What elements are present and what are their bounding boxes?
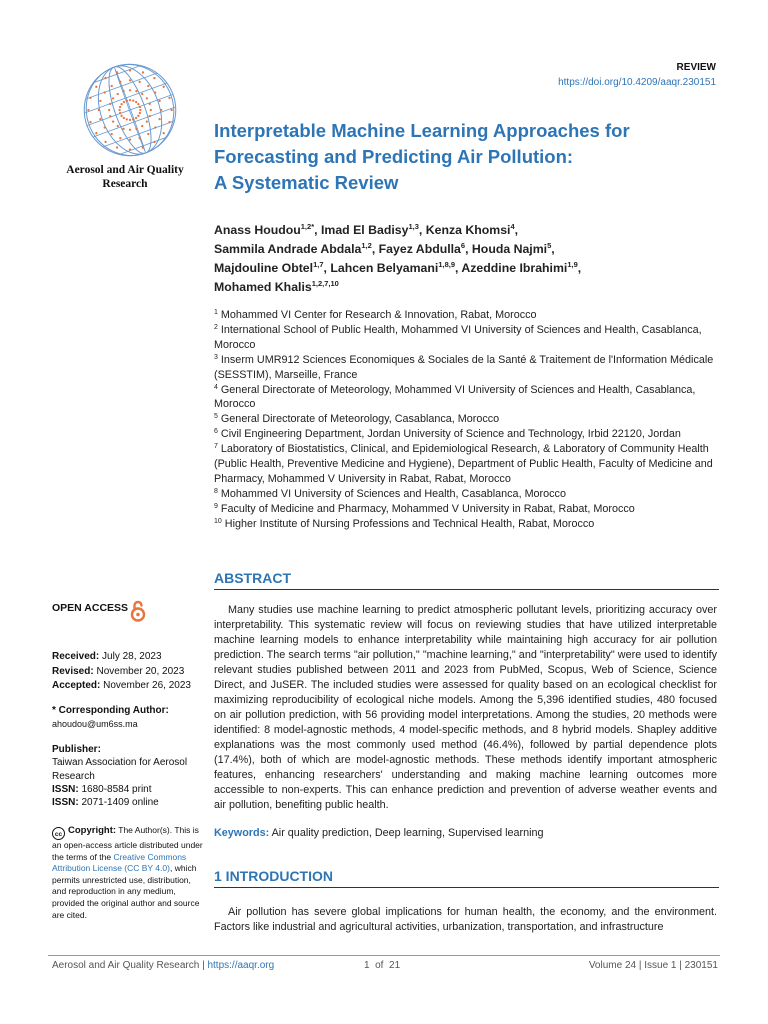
affiliation-number: 5 <box>214 413 218 421</box>
issn-print-label: ISSN: <box>52 783 79 795</box>
affiliation-number: 6 <box>214 428 218 436</box>
issn-online <box>52 796 212 809</box>
author-affil-sup: 1,3 <box>408 222 419 231</box>
article-title <box>214 118 724 196</box>
publisher-name: Taiwan Association for Aerosol Research <box>52 757 188 782</box>
publisher-label: Publisher: <box>52 744 101 755</box>
affiliation <box>214 353 724 383</box>
affiliation-text: Civil Engineering Department, Jordan University of Science and Technology, Irbid 22120, Jordan <box>220 428 681 441</box>
footer-divider <box>48 955 720 956</box>
title-line: Interpretable Machine Learning Approaches for <box>214 120 630 141</box>
author-name: Azeddine Ibrahimi <box>461 261 568 275</box>
author-line: Sammila Andrade Abdala$^{1,2}$, Fayez Abdulla$^6$, Houda Najmi$^5$, <box>214 241 555 256</box>
affiliation-text: Laboratory of Biostatistics, Clinical, and Epidemiological Research, & Laboratory of Community Health (Public Health, Preventive Medicine and Hygiene), Department of Public Health, Faculty of Medicine and Pharmacy, Mohammed V University in Rabat, Rabat, Morocco <box>214 443 713 485</box>
issn-online-label: ISSN: <box>52 797 79 809</box>
affiliation <box>214 517 724 532</box>
author-affil-sup: 5 <box>547 241 552 250</box>
received-value: July 28, 2023 <box>102 651 162 662</box>
affiliation <box>214 427 724 442</box>
author-affil-sup: 1,2* <box>300 222 315 231</box>
introduction-heading: 1 INTRODUCTION <box>214 868 333 884</box>
affiliation <box>214 323 724 353</box>
affiliation-number: 1 <box>214 309 218 316</box>
received-label: Received: <box>52 651 100 662</box>
affiliation-text: Faculty of Medicine and Pharmacy, Mohammed V University in Rabat, Rabat, Morocco <box>220 502 635 515</box>
accepted-date <box>52 679 191 694</box>
title-line: A Systematic Review <box>214 172 399 193</box>
issn-print <box>52 783 212 796</box>
affiliation-text: Higher Institute of Nursing Professions and Technical Health, Rabat, Morocco <box>224 517 595 530</box>
copyright-owner: The Author(s). <box>118 825 173 835</box>
corresponding-email[interactable]: ahoudou@um6ss.ma <box>52 718 138 729</box>
page-number <box>364 960 400 971</box>
affiliation-list <box>214 308 724 532</box>
abstract-divider <box>214 589 719 590</box>
footer-journal <box>52 960 274 971</box>
author-name: Kenza Khomsi <box>425 223 511 237</box>
keywords-text: Air quality prediction, Deep learning, Supervised learning <box>271 827 544 839</box>
affiliation-text: General Directorate of Meteorology, Mohammed VI University of Sciences and Health, Casablanca, Morocco <box>214 383 696 411</box>
affiliation <box>214 442 724 487</box>
creative-commons-icon: cc <box>52 827 65 840</box>
author-name: Anass Houdou <box>214 223 301 237</box>
journal-name: Aerosol and Air Quality Research <box>66 164 184 190</box>
author-affil-sup: 1,2,7,10 <box>311 279 339 288</box>
abstract-heading: ABSTRACT <box>214 570 291 586</box>
affiliation-number: 3 <box>214 353 218 361</box>
accepted-value: November 26, 2023 <box>103 680 191 691</box>
author-affil-sup: 1,2 <box>361 241 372 250</box>
accepted-label: Accepted: <box>52 680 101 691</box>
corresponding-label: * Corresponding Author: <box>52 705 169 716</box>
author-affil-sup: 1,8,9 <box>438 260 456 269</box>
introduction-text: Air pollution has severe global implications for human health, the economy, and the environment. Factors like industrial and agricultural activities, urbanization, transportation, and infrastructure <box>214 906 717 933</box>
author-list <box>214 221 724 297</box>
title-line: Forecasting and Predicting Air Pollution: <box>214 146 574 167</box>
footer-separator: | <box>202 960 205 971</box>
abstract-text: Many studies use machine learning to predict atmospheric pollutant levels, prioritizing accuracy over interpretability. This systematic review will focus on reviewing studies that have utilized interpretable machine learning models to enhance interpretability while maintaining high accuracy for air pollution prediction. The search terms "air pollution," "machine learning," and "interpretability" were used to identify relevant studies published between 2011 and 2023 from PubMed, Scopus, Web of Science, Science Direct, and JuSER. The included studies were assessed for quality based on an ecological checklist for maximizing reproducibility of ecological niche models. Among the 5,396 identified studies, 480 focused on air pollution prediction, with 56 providing model interpretations. Among the studies, 20 methods were identified: 8 model-agnostic methods, 4 model-specific methods, and 8 hybrid models. Shapley additive explanations was the most commonly used method (46.4%), followed by partial dependence plots (17.4%), both of which are model-agnostic methods. These methods identify important atmospheric features, enhancing researchers' understanding and making machine learning outcomes more accessible to non-experts. This can enhance prediction and prevention of adverse weather events and air pollution, benefiting public health. <box>214 604 717 811</box>
revised-value: November 20, 2023 <box>96 665 185 677</box>
article-dates <box>52 650 191 694</box>
copyright-notice <box>52 825 204 921</box>
globe-dots-icon <box>78 58 182 162</box>
author-name: Lahcen Belyamani <box>330 261 439 275</box>
affiliation-number: 4 <box>214 383 218 391</box>
affiliation-number: 9 <box>214 502 218 510</box>
corresponding-author <box>52 704 169 731</box>
publisher-info <box>52 743 212 809</box>
author-line: Anass Houdou$^{1,2*}$, Imad El Badisy$^{1,3}$, Kenza Khomsi$^4$, <box>214 222 519 237</box>
issn-print-value: 1680-8584 print <box>81 783 152 795</box>
author-name: Mohamed Khalis <box>214 280 312 294</box>
affiliation-text: Inserm UMR912 Sciences Economiques & Sociales de la Santé & Traitement de l'Information Médicale (SESSTIM), Marseille, France <box>214 353 714 381</box>
footer-journal-name: Aerosol and Air Quality Research <box>52 960 200 971</box>
affiliation-number: 10 <box>214 517 222 525</box>
affiliation <box>214 383 724 413</box>
affiliation-number: 2 <box>214 323 218 331</box>
affiliation <box>214 502 724 517</box>
copyright-label: Copyright: <box>68 825 117 836</box>
footer-url-link[interactable]: https://aaqr.org <box>207 960 275 971</box>
introduction-divider <box>214 887 719 888</box>
author-affil-sup: 1,9 <box>567 260 578 269</box>
author-name: Imad El Badisy <box>320 223 409 237</box>
author-name: Sammila Andrade Abdala <box>214 242 362 256</box>
affiliation-text: International School of Public Health, Mohammed VI University of Sciences and Health, Casablanca, Morocco <box>214 323 702 351</box>
author-affil-sup: 4 <box>510 222 515 231</box>
footer-volume: Volume 24 | Issue 1 | 230151 <box>588 960 718 971</box>
article-type: REVIEW <box>676 62 716 73</box>
author-affil-sup: 1,7 <box>313 260 324 269</box>
issn-online-value: 2071-1409 online <box>81 797 159 809</box>
affiliation <box>214 487 724 502</box>
open-lock-icon <box>130 599 146 623</box>
keywords-label: Keywords: <box>214 827 270 839</box>
author-line <box>214 278 724 297</box>
cc-license-link[interactable]: Creative Commons Attribution License (CC BY 4.0) <box>52 851 187 874</box>
page-of: of <box>375 960 384 971</box>
affiliation <box>214 412 724 427</box>
received-date <box>52 650 191 665</box>
affiliation-text: Mohammed VI Center for Research & Innovation, Rabat, Morocco <box>220 309 537 321</box>
total-pages: 21 <box>389 960 401 971</box>
revised-label: Revised: <box>52 665 94 677</box>
current-page: 1 <box>364 960 370 971</box>
author-name: Fayez Abdulla <box>378 242 461 256</box>
affiliation-text: Mohammed VI University of Sciences and Health, Casablanca, Morocco <box>220 487 566 500</box>
affiliation <box>214 308 724 323</box>
keywords <box>214 827 717 839</box>
copyright-text-end: , which permits unrestricted use, distribution, and reproduction in any medium, provided the original author and source are cited. <box>52 863 200 920</box>
copyright-text: This is an open-access article distributed under the terms of the <box>52 825 203 862</box>
doi-link[interactable]: https://doi.org/10.4209/aaqr.230151 <box>558 77 716 88</box>
author-affil-sup: 6 <box>460 241 466 250</box>
author-line: Majdouline Obtel$^{1,7}$, Lahcen Belyamani$^{1,8,9}$, Azeddine Ibrahimi$^{1,9}$, <box>214 260 582 275</box>
author-name: Houda Najmi <box>471 242 548 256</box>
affiliation-number: 8 <box>214 487 218 495</box>
author-name: Majdouline Obtel <box>214 261 314 275</box>
revised-date <box>52 665 191 680</box>
open-access-label: OPEN ACCESS <box>52 602 129 614</box>
affiliation-number: 7 <box>214 443 218 451</box>
affiliation-text: General Directorate of Meteorology, Casablanca, Morocco <box>220 413 500 426</box>
